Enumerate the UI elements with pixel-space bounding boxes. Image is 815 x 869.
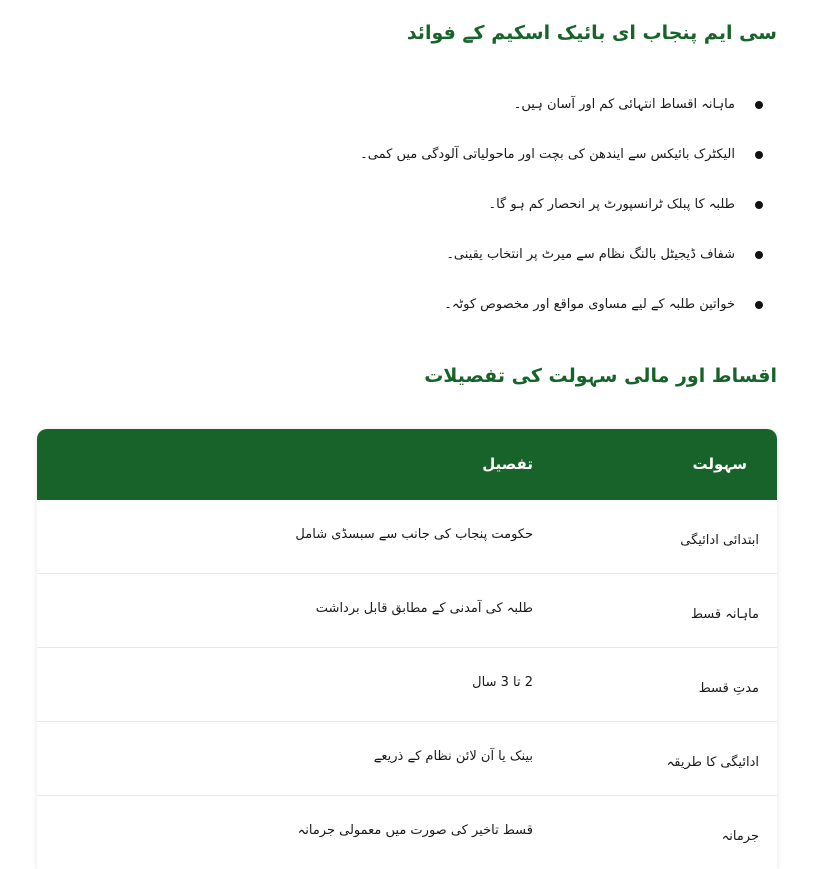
benefits-list — [203, 88, 763, 338]
cell-facility: ماہانہ قسط — [690, 607, 759, 622]
benefits-heading: سی ایم پنجاب ای بائیک اسکیم کے فوائد — [406, 22, 777, 44]
cell-facility: مدتِ قسط — [698, 681, 759, 696]
table-row — [37, 500, 777, 574]
header-facility: سہولت — [692, 455, 747, 473]
table-row — [37, 574, 777, 648]
benefit-text: طلبہ کا پبلک ٹرانسپورٹ پر انحصار کم ہو گا۔ — [488, 197, 735, 212]
cell-detail: حکومت پنجاب کی جانب سے سبسڈی شامل — [295, 527, 533, 542]
cell-detail: طلبہ کی آمدنی کے مطابق قابل برداشت — [315, 601, 533, 616]
bullet-dot-icon — [755, 251, 763, 259]
bullet-dot-icon — [755, 201, 763, 209]
cell-facility: ابتدائی ادائیگی — [680, 533, 759, 548]
cell-detail: 2 تا 3 سال — [472, 675, 533, 690]
table-row — [37, 796, 777, 869]
cell-detail: بینک یا آن لائن نظام کے ذریعے — [373, 749, 533, 764]
benefit-item — [203, 188, 763, 238]
table-row — [37, 722, 777, 796]
benefit-item — [203, 238, 763, 288]
bullet-dot-icon — [755, 301, 763, 309]
table-row — [37, 648, 777, 722]
table-header — [37, 429, 777, 500]
cell-detail: قسط تاخیر کی صورت میں معمولی جرمانہ — [297, 823, 533, 838]
bullet-dot-icon — [755, 151, 763, 159]
bullet-dot-icon — [755, 101, 763, 109]
benefit-item — [203, 88, 763, 138]
details-heading: اقساط اور مالی سہولت کی تفصیلات — [424, 365, 777, 387]
benefit-item — [203, 288, 763, 338]
benefit-item — [203, 138, 763, 188]
benefit-text: شفاف ڈیجیٹل بالنگ نظام سے میرٹ پر انتخاب یقینی۔ — [446, 247, 735, 262]
header-detail: تفصیل — [482, 455, 533, 473]
benefit-text: الیکٹرک بائیکس سے ایندھن کی بچت اور ماحولیاتی آلودگی میں کمی۔ — [360, 147, 735, 162]
benefit-text: خواتین طلبہ کے لیے مساوی مواقع اور مخصوص کوٹہ۔ — [444, 297, 735, 312]
details-table — [37, 429, 777, 869]
cell-facility: ادائیگی کا طریقہ — [666, 755, 759, 770]
benefit-text: ماہانہ اقساط انتہائی کم اور آسان ہیں۔ — [513, 97, 735, 112]
cell-facility: جرمانہ — [721, 829, 759, 844]
